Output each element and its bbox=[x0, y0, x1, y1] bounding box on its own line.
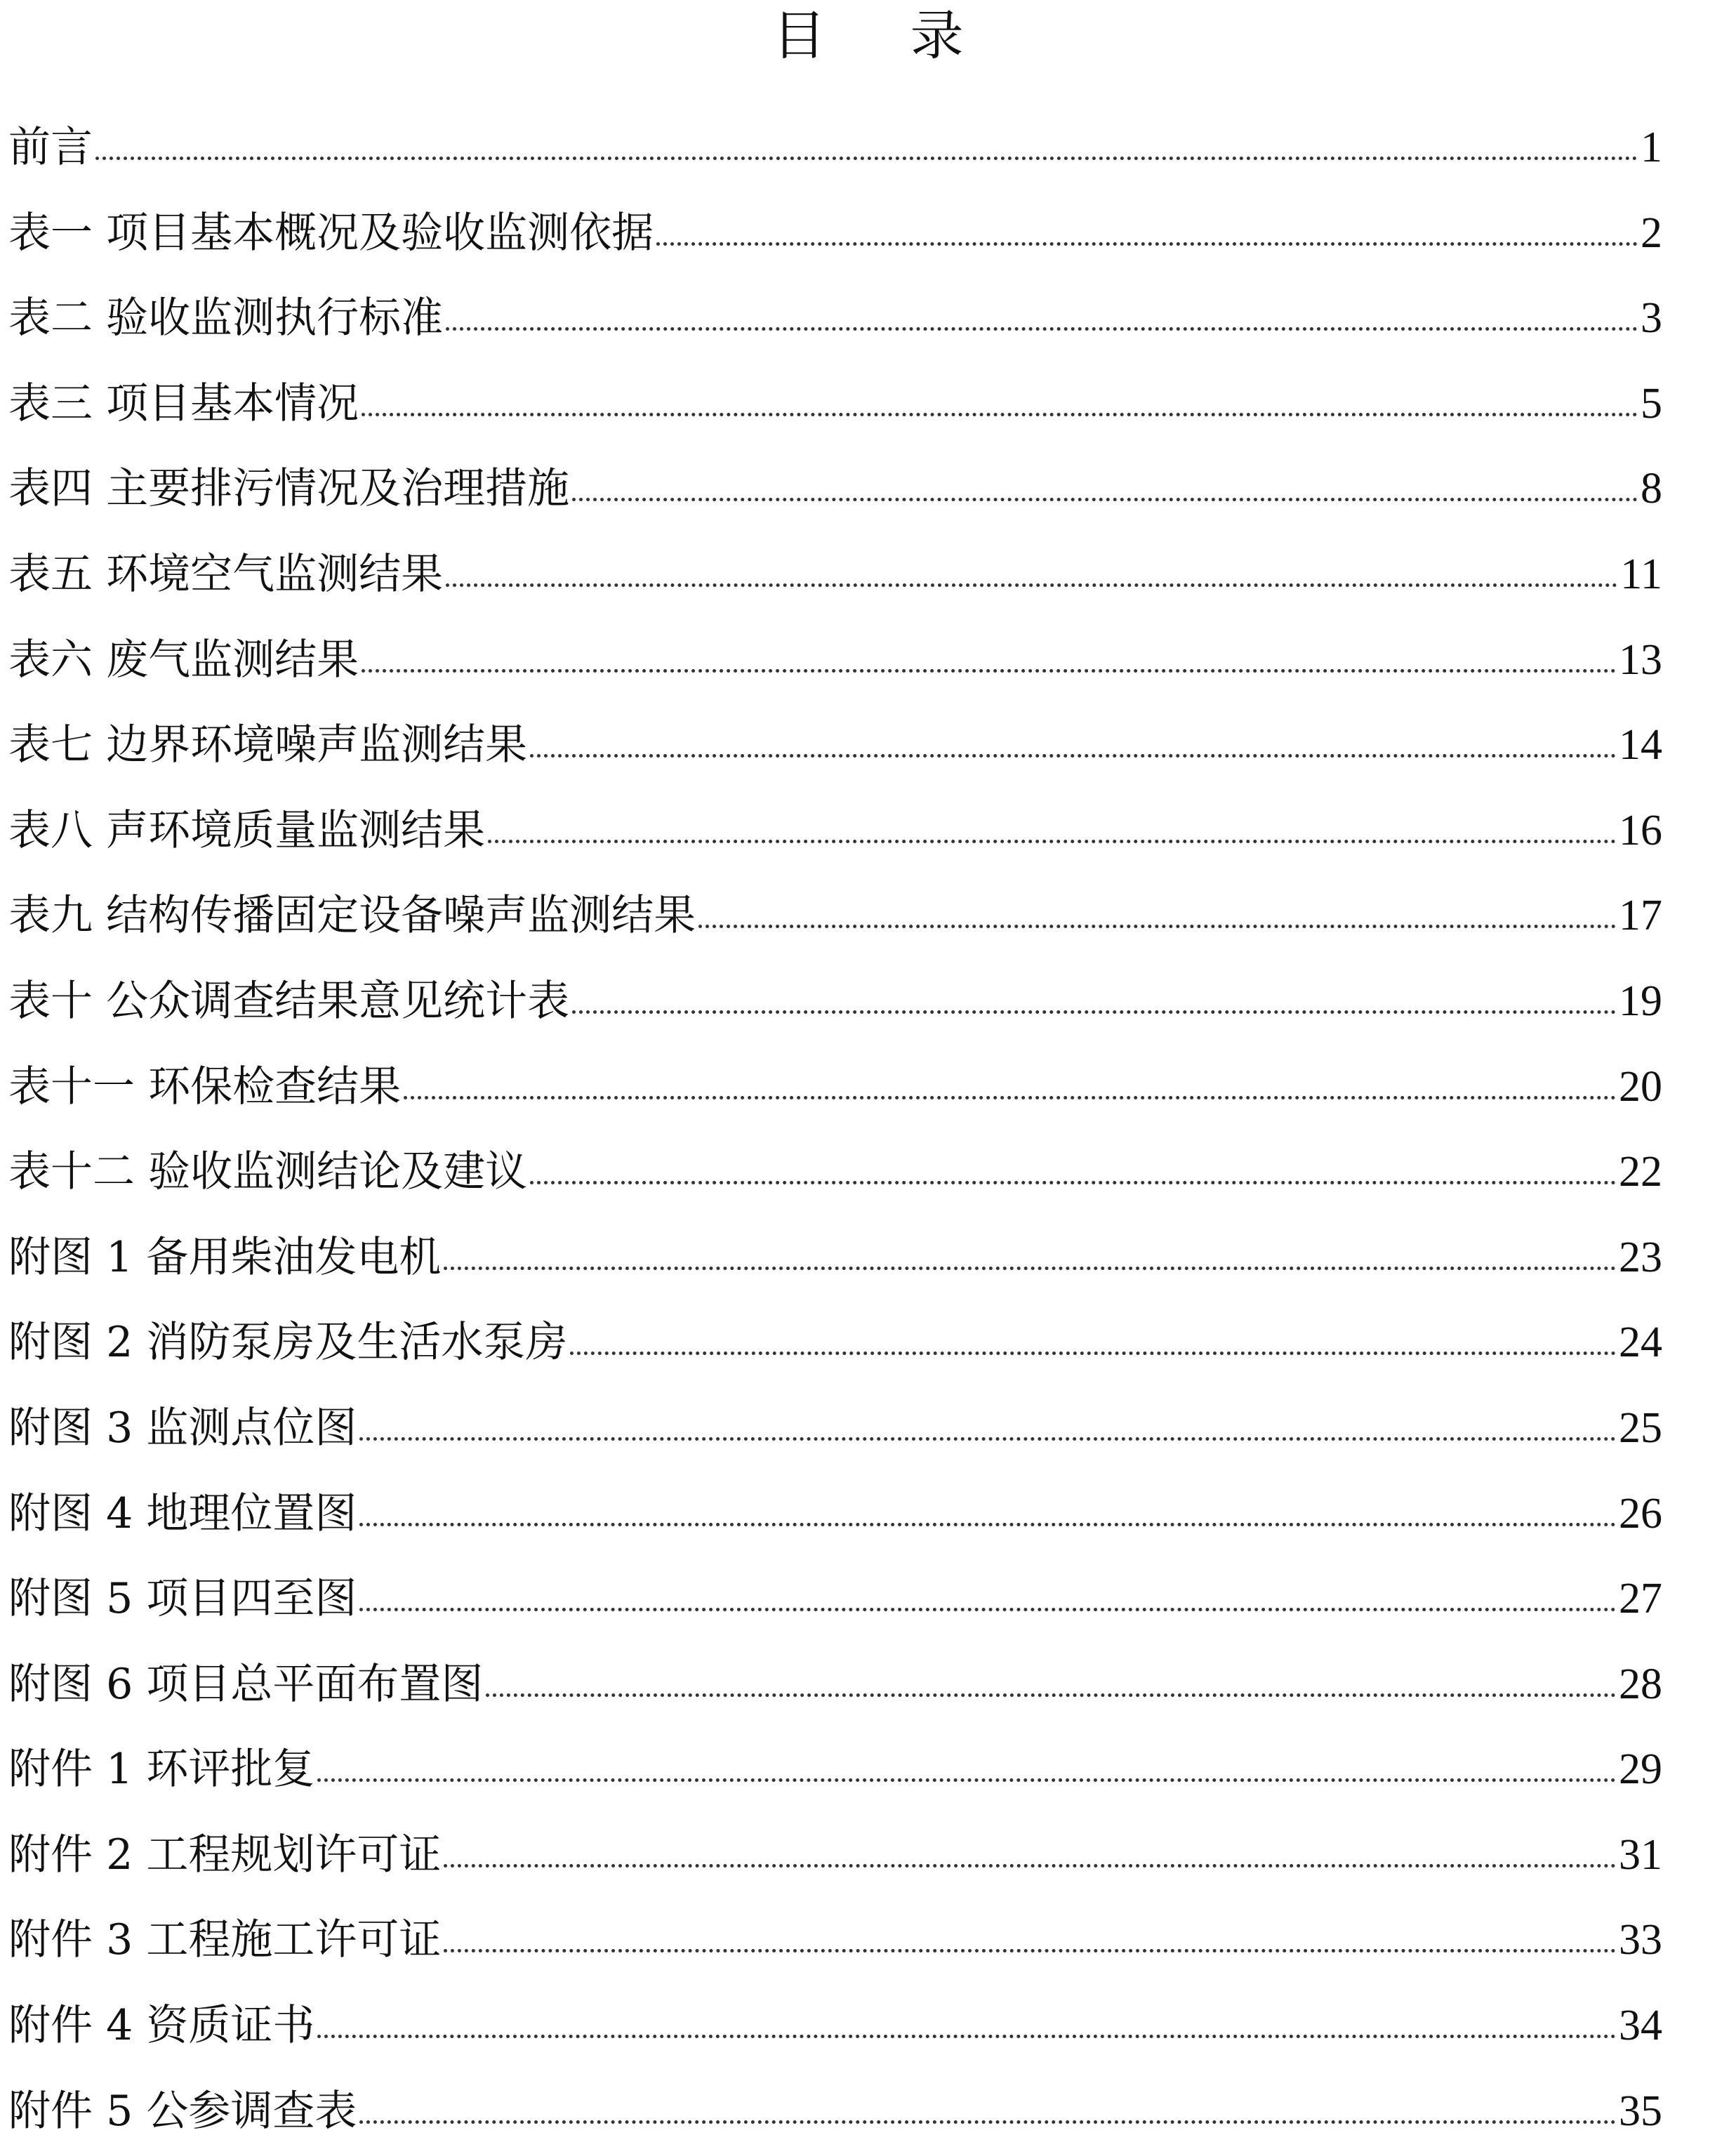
toc-entry-page-number: 23 bbox=[1619, 1233, 1662, 1281]
toc-entry-page-number: 17 bbox=[1619, 892, 1662, 940]
toc-entry[interactable] bbox=[8, 618, 1662, 703]
dot-leader bbox=[317, 1771, 1616, 1782]
toc-entry-label: 表八 声环境质量监测结果 bbox=[8, 805, 486, 855]
toc-entry-page-number: 34 bbox=[1619, 2002, 1662, 2050]
toc-entry[interactable] bbox=[8, 276, 1662, 362]
toc-entry-page-number: 31 bbox=[1619, 1830, 1662, 1879]
toc-entry-label: 附件 4 资质证书 bbox=[8, 2001, 315, 2051]
toc-entry-label: 表四 主要排污情况及治理措施 bbox=[8, 464, 570, 514]
toc-entry-label: 表一 项目基本概况及验收监测依据 bbox=[8, 208, 654, 258]
toc-entry-page-number: 3 bbox=[1641, 294, 1662, 343]
dot-leader bbox=[570, 1344, 1616, 1355]
toc-entry[interactable] bbox=[8, 1983, 1662, 2069]
toc-entry-page-number: 26 bbox=[1619, 1489, 1662, 1538]
toc-entry-label: 表九 结构传播固定设备噪声监测结果 bbox=[8, 891, 696, 941]
dot-leader bbox=[572, 491, 1638, 501]
dot-leader bbox=[359, 1430, 1616, 1441]
toc-entry-label: 附图 3 监测点位图 bbox=[8, 1403, 357, 1453]
toc-entry-label: 表六 废气监测结果 bbox=[8, 635, 359, 685]
toc-entry[interactable] bbox=[8, 1813, 1662, 1898]
dot-leader bbox=[698, 918, 1616, 928]
toc-entry[interactable] bbox=[8, 447, 1662, 532]
toc-entry-label: 附图 6 项目总平面布置图 bbox=[8, 1659, 484, 1709]
toc-entry-page-number: 29 bbox=[1619, 1745, 1662, 1794]
toc-entry-label: 前言 bbox=[8, 123, 93, 172]
toc-entry-page-number: 25 bbox=[1619, 1403, 1662, 1452]
toc-entry[interactable] bbox=[8, 1642, 1662, 1728]
toc-entry-label: 表十一 环保检查结果 bbox=[8, 1062, 402, 1111]
toc-entry[interactable] bbox=[8, 788, 1662, 874]
toc-entry[interactable] bbox=[8, 1130, 1662, 1215]
toc-entry[interactable] bbox=[8, 1300, 1662, 1386]
toc-entry-page-number: 27 bbox=[1619, 1575, 1662, 1623]
dot-leader bbox=[488, 833, 1616, 843]
table-of-contents bbox=[8, 105, 1662, 2154]
toc-entry-page-number: 2 bbox=[1641, 209, 1662, 257]
toc-entry[interactable] bbox=[8, 191, 1662, 277]
toc-entry-page-number: 35 bbox=[1619, 2087, 1662, 2135]
toc-entry-label: 附图 4 地理位置图 bbox=[8, 1488, 357, 1538]
toc-entry[interactable] bbox=[8, 1898, 1662, 1983]
toc-entry-label: 表十 公众调查结果意见统计表 bbox=[8, 976, 570, 1026]
toc-entry-label: 表二 验收监测执行标准 bbox=[8, 293, 444, 343]
toc-entry-label: 附件 3 工程施工许可证 bbox=[8, 1915, 442, 1965]
dot-leader bbox=[444, 1260, 1616, 1270]
dot-leader bbox=[530, 1174, 1616, 1184]
toc-entry[interactable] bbox=[8, 1557, 1662, 1642]
toc-entry[interactable] bbox=[8, 959, 1662, 1045]
dot-leader bbox=[362, 662, 1616, 673]
toc-entry-page-number: 11 bbox=[1620, 550, 1662, 598]
dot-leader bbox=[486, 1686, 1616, 1697]
toc-entry-label: 附件 2 工程规划许可证 bbox=[8, 1830, 442, 1879]
dot-leader bbox=[317, 2028, 1616, 2038]
dot-leader bbox=[404, 1089, 1616, 1099]
dot-leader bbox=[359, 2113, 1616, 2124]
toc-entry[interactable] bbox=[8, 1386, 1662, 1472]
toc-entry-label: 附图 1 备用柴油发电机 bbox=[8, 1232, 442, 1282]
dot-leader bbox=[446, 320, 1638, 331]
dot-leader bbox=[359, 1516, 1616, 1526]
toc-entry-label: 表七 边界环境噪声监测结果 bbox=[8, 720, 528, 770]
toc-entry-page-number: 1 bbox=[1641, 124, 1662, 171]
toc-entry[interactable] bbox=[8, 1045, 1662, 1130]
toc-entry-label: 附图 5 项目四至图 bbox=[8, 1574, 357, 1624]
dot-leader bbox=[95, 150, 1638, 160]
toc-entry-page-number: 8 bbox=[1641, 465, 1662, 513]
dot-leader bbox=[572, 1003, 1616, 1014]
dot-leader bbox=[530, 747, 1616, 758]
toc-entry-label: 表十二 验收监测结论及建议 bbox=[8, 1147, 528, 1197]
toc-entry-page-number: 5 bbox=[1641, 379, 1662, 428]
toc-entry-label: 附件 1 环评批复 bbox=[8, 1745, 315, 1795]
page-title: 目 录 bbox=[772, 4, 998, 67]
toc-entry-label: 附件 5 公参调查表 bbox=[8, 2086, 357, 2136]
toc-entry[interactable] bbox=[8, 2069, 1662, 2154]
toc-entry-page-number: 16 bbox=[1619, 806, 1662, 854]
toc-entry-page-number: 14 bbox=[1619, 721, 1662, 769]
toc-entry-page-number: 24 bbox=[1619, 1319, 1662, 1367]
toc-entry-page-number: 19 bbox=[1619, 977, 1662, 1025]
toc-entry[interactable] bbox=[8, 873, 1662, 959]
toc-entry[interactable] bbox=[8, 1727, 1662, 1813]
toc-entry[interactable] bbox=[8, 532, 1662, 618]
toc-entry-label: 表五 环境空气监测结果 bbox=[8, 549, 444, 599]
toc-entry-page-number: 22 bbox=[1619, 1148, 1662, 1196]
toc-entry[interactable] bbox=[8, 105, 1662, 191]
toc-entry-label: 附图 2 消防泵房及生活水泵房 bbox=[8, 1318, 568, 1368]
toc-entry[interactable] bbox=[8, 1472, 1662, 1557]
dot-leader bbox=[444, 1942, 1616, 1953]
toc-entry-page-number: 20 bbox=[1619, 1062, 1662, 1111]
dot-leader bbox=[359, 1601, 1616, 1611]
toc-entry-label: 表三 项目基本情况 bbox=[8, 378, 359, 428]
toc-entry-page-number: 13 bbox=[1619, 635, 1662, 684]
toc-entry[interactable] bbox=[8, 1215, 1662, 1301]
dot-leader bbox=[444, 1857, 1616, 1868]
dot-leader bbox=[362, 406, 1638, 416]
toc-entry-page-number: 28 bbox=[1619, 1660, 1662, 1708]
dot-leader bbox=[446, 576, 1617, 587]
toc-entry[interactable] bbox=[8, 703, 1662, 788]
toc-entry-page-number: 33 bbox=[1619, 1916, 1662, 1964]
dot-leader bbox=[656, 235, 1638, 246]
toc-entry[interactable] bbox=[8, 362, 1662, 447]
